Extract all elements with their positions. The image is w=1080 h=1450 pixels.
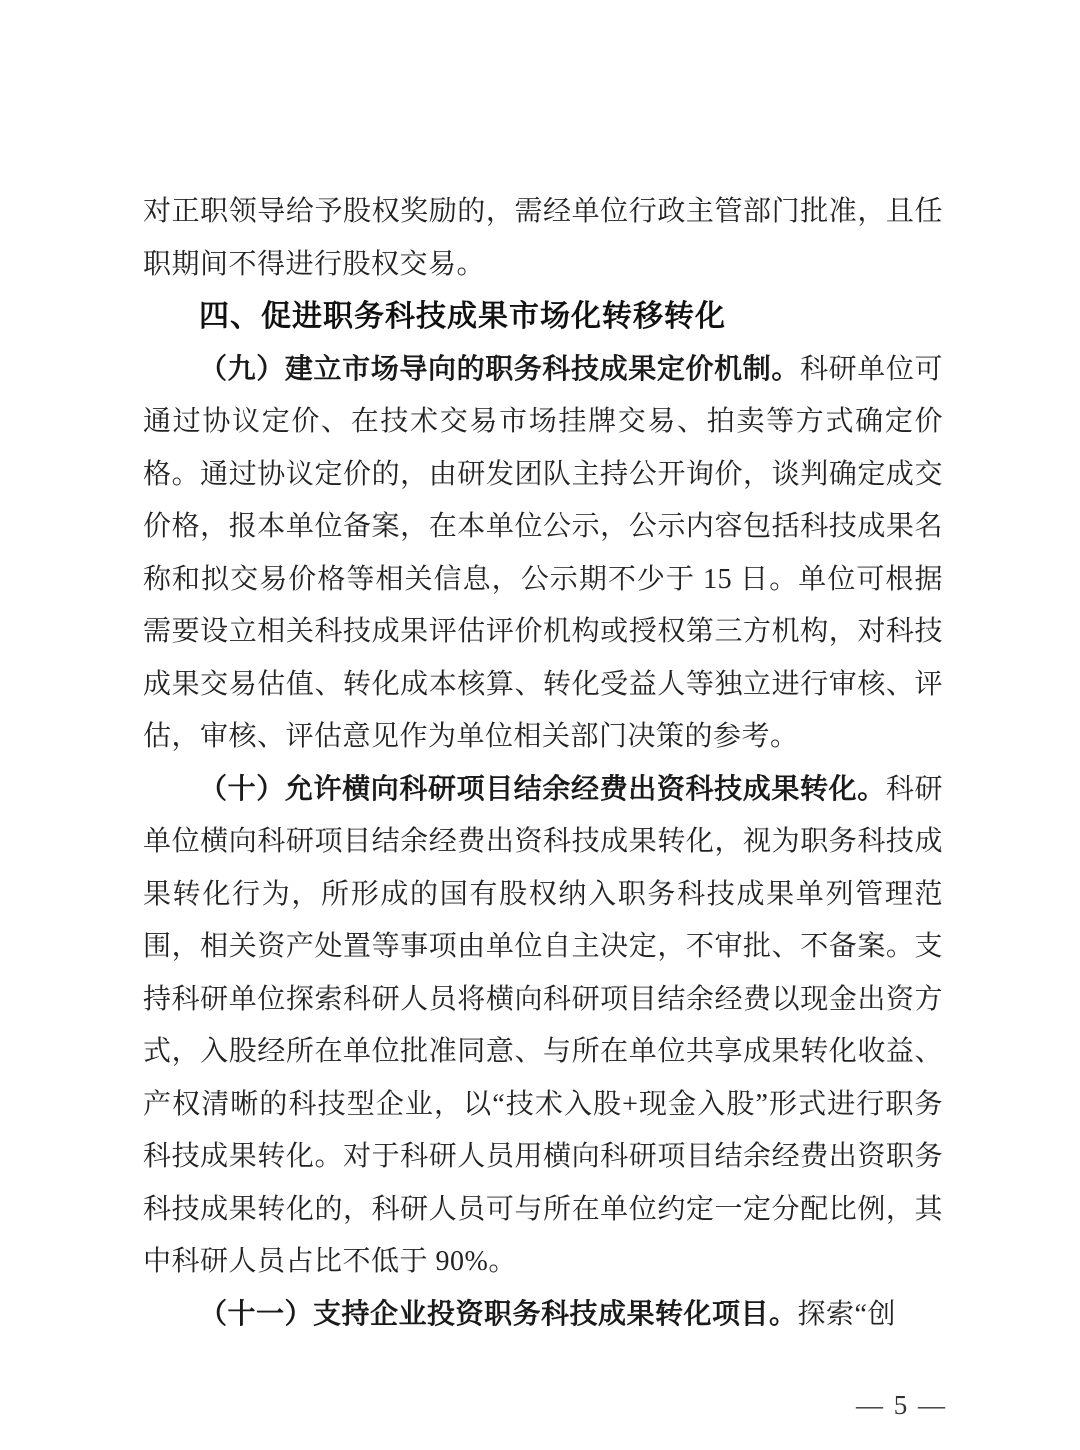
- clause-9-lead: （九）建立市场导向的职务科技成果定价机制。: [199, 353, 800, 385]
- clause-10-text: 科研单位横向科研项目结余经费出资科技成果转化，视为职务科技成果转化行为，所形成的国有股权纳入职务科技成果单列管理范围，相关资产处置等事项由单位自主决定，不审批、不备案。支持科研单位探索科研人员将横向科研项目结余经费以现金出资方式，入股经所在单位批准同意、与所在单位共享成果转化收益、产权清晰的科技型企业，以“技术入股+现金入股”形式进行职务科技成果转化。对于科研人员用横向科研项目结余经费出资职务科技成果转化的，科研人员可与所在单位约定一定分配比例，其中科研人员占比不低于 90%。: [143, 773, 943, 1277]
- continuation-paragraph: [143, 186, 943, 291]
- document-content: [143, 186, 943, 1341]
- clause-11-paragraph: [143, 1289, 943, 1342]
- clause-10-lead: （十）允许横向科研项目结余经费出资科技成果转化。: [199, 773, 886, 805]
- clause-10-paragraph: [143, 764, 943, 1289]
- page-number: — 5 —: [856, 1390, 947, 1420]
- clause-9-paragraph: [143, 344, 943, 764]
- continuation-paragraph-text: 对正职领导给予股权奖励的，需经单位行政主管部门批准，且任职期间不得进行股权交易。: [143, 196, 943, 280]
- clause-9-text: 科研单位可通过协议定价、在技术交易市场挂牌交易、拍卖等方式确定价格。通过协议定价的，由研发团队主持公开询价，谈判确定成交价格，报本单位备案，在本单位公示，公示内容包括科技成果名称和拟交易价格等相关信息，公示期不少于 15 日。单位可根据需要设立相关科技成果评估评价机构或授权第三方机构，对科技成果交易估值、转化成本核算、转化受益人等独立进行审核、评估，审核、评估意见作为单位相关部门决策的参考。: [143, 353, 943, 752]
- clause-11-lead: （十一）支持企业投资职务科技成果转化项目。: [199, 1298, 798, 1330]
- section-heading: 四、促进职务科技成果市场化转移转化: [199, 300, 726, 333]
- clause-11-text: 探索“创: [797, 1298, 896, 1330]
